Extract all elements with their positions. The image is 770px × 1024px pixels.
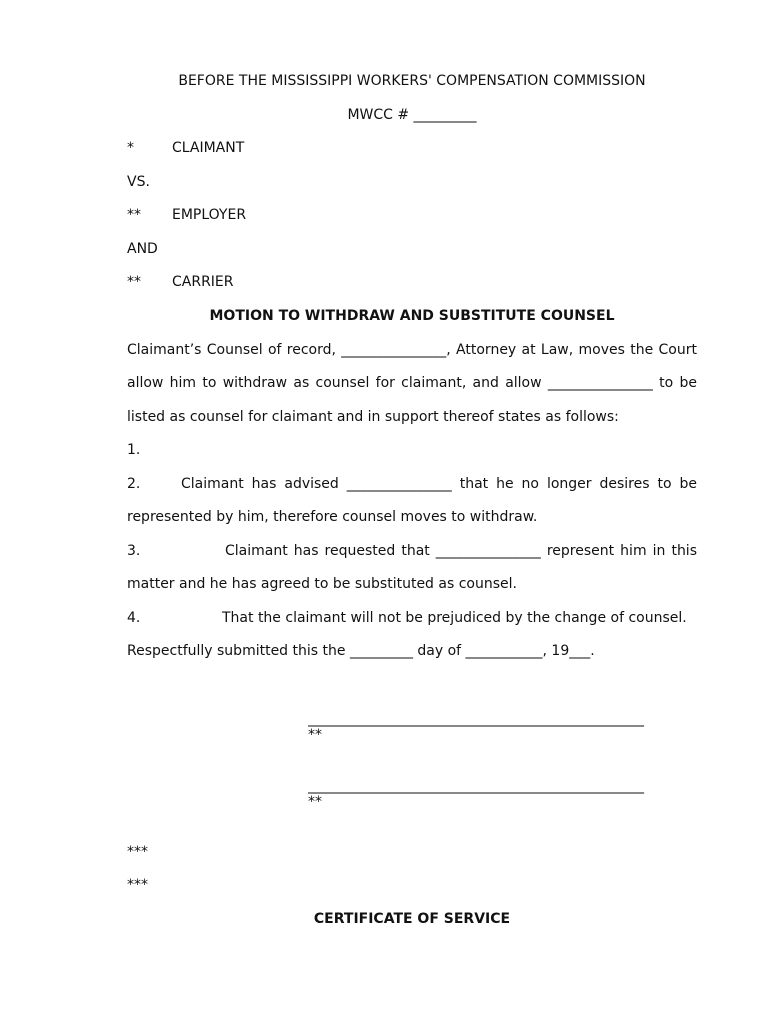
item-3-number: 3. [127,543,141,559]
carrier-marker: ** [127,274,141,290]
note-marker-1: *** [127,844,148,860]
submitted-line: Respectfully submitted this the _________ day of ___________, 19___. [127,643,595,659]
item-1-number: 1. [127,442,141,458]
signature-marker-2: ** [308,794,322,810]
note-marker-2: *** [127,877,148,893]
signature-line-2: ________________________________________________ [308,778,644,794]
motion-title: MOTION TO WITHDRAW AND SUBSTITUTE COUNSEL [209,308,615,324]
item-3-line-1: Claimant has requested that _______________ represent him in this [225,543,697,559]
item-2-line-1: Claimant has advised _______________ that he no longer desires to be [181,476,697,492]
signature-marker-1: ** [308,727,322,743]
item-2-line-2: represented by him, therefore counsel moves to withdraw. [127,509,538,525]
certificate-title: CERTIFICATE OF SERVICE [313,911,511,927]
intro-line-2: allow him to withdraw as counsel for claimant, and allow _______________ to be [127,375,697,391]
item-4-line-1: That the claimant will not be prejudiced by the change of counsel. [222,610,687,626]
claimant-label: CLAIMANT [172,140,245,156]
item-3-line-2: matter and he has agreed to be substituted as counsel. [127,576,517,592]
intro-line-3: listed as counsel for claimant and in support thereof states as follows: [127,409,619,425]
carrier-label: CARRIER [172,274,234,290]
signature-line-1: ________________________________________________ [308,711,644,727]
claimant-marker: * [127,140,134,156]
versus-label: VS. [127,174,150,190]
item-2-number: 2. [127,476,141,492]
item-4-number: 4. [127,610,141,626]
intro-line-1: Claimant’s Counsel of record, _______________, Attorney at Law, moves the Court [127,342,697,358]
employer-marker: ** [127,207,141,223]
commission-heading: BEFORE THE MISSISSIPPI WORKERS' COMPENSATION COMMISSION [178,73,646,89]
case-number: MWCC # _________ [347,107,477,123]
and-label: AND [127,241,158,257]
employer-label: EMPLOYER [172,207,247,223]
